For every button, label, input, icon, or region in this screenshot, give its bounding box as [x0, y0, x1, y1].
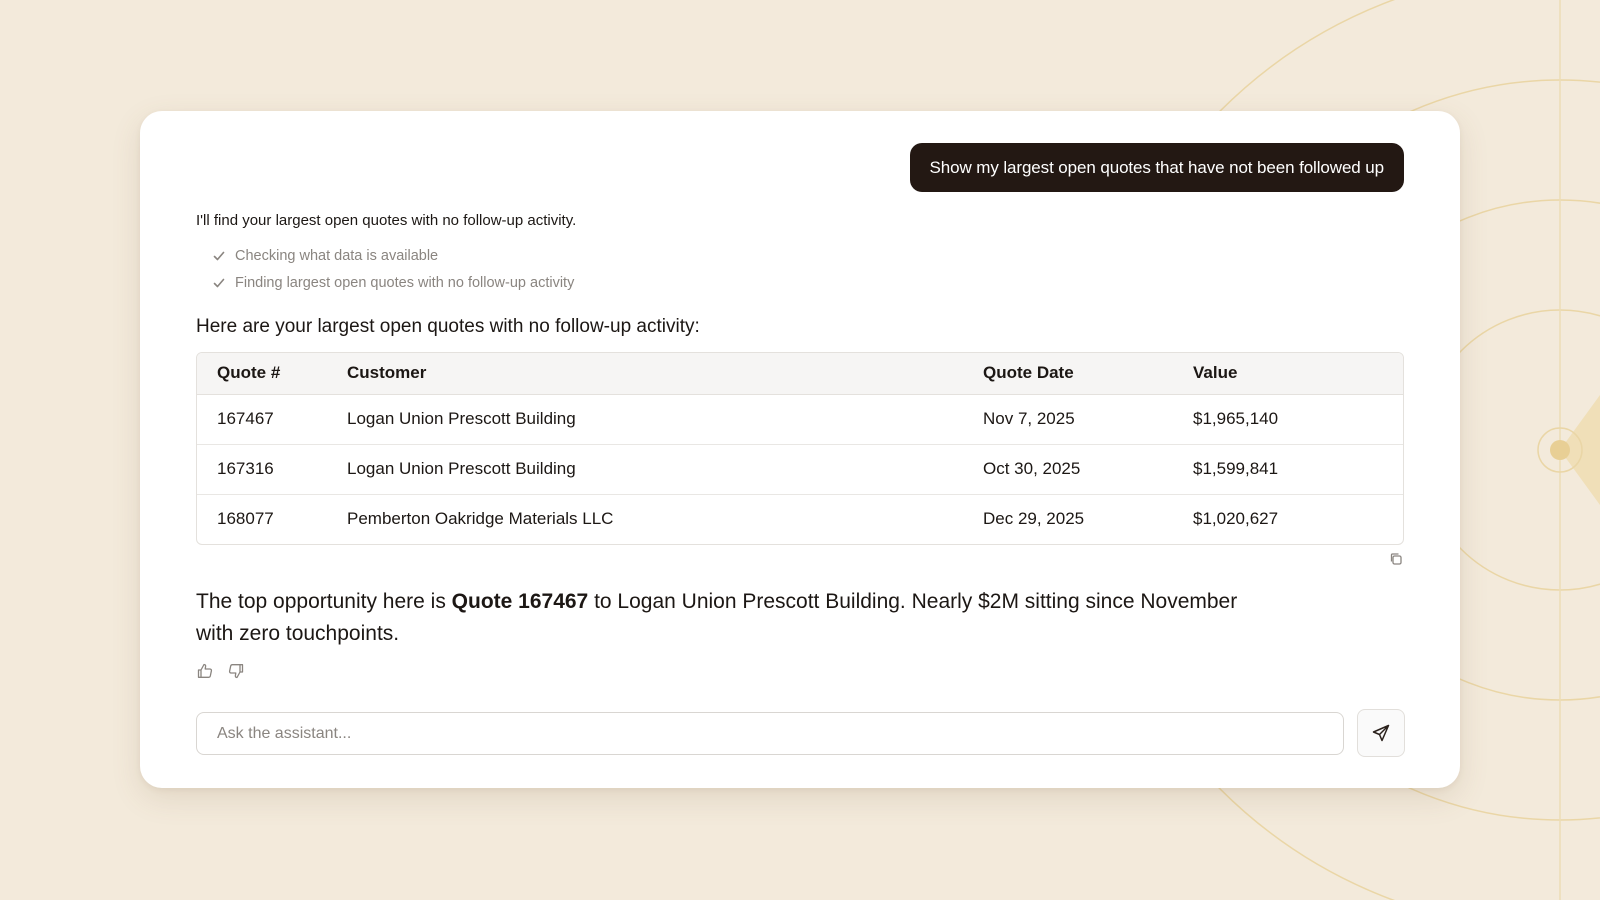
progress-step-label: Checking what data is available [235, 247, 439, 264]
summary-suffix: to Logan Union Prescott Building. Nearly $2M sitting since November with zero touchpoints. [196, 590, 1238, 645]
quotes-table [196, 352, 1404, 545]
cell-quote-number: 168077 [217, 509, 274, 529]
column-header-customer: Customer [347, 353, 983, 394]
results-heading: Here are your largest open quotes with no follow-up activity: [196, 316, 700, 337]
cell-customer: Logan Union Prescott Building [347, 459, 576, 478]
progress-step-label: Finding largest open quotes with no follow-up activity [235, 274, 575, 291]
column-header-quote-number: Quote # [197, 353, 347, 394]
table-row [197, 494, 1403, 544]
assistant-summary [196, 586, 1276, 650]
progress-steps [212, 242, 574, 296]
progress-step [212, 242, 574, 269]
summary-highlight: Quote 167467 [451, 590, 589, 613]
send-icon [1371, 723, 1391, 743]
thumbs-up-icon[interactable] [196, 662, 214, 680]
cell-value: $1,965,140 [1193, 409, 1279, 428]
table-row [197, 394, 1403, 444]
cell-customer: Logan Union Prescott Building [347, 409, 576, 428]
copy-icon[interactable] [1388, 551, 1404, 567]
cell-quote-date: Dec 29, 2025 [983, 509, 1085, 529]
chat-panel [140, 111, 1460, 788]
cell-customer: Pemberton Oakridge Materials LLC [347, 509, 614, 529]
cell-value: $1,020,627 [1193, 509, 1279, 529]
assistant-intro: I'll find your largest open quotes with no follow-up activity. [196, 212, 577, 229]
table-header-row [197, 353, 1403, 394]
send-button[interactable] [1357, 709, 1405, 757]
ask-assistant-input[interactable] [196, 712, 1344, 755]
cell-quote-date: Nov 7, 2025 [983, 409, 1075, 428]
cell-quote-date: Oct 30, 2025 [983, 459, 1081, 478]
user-message-text: Show my largest open quotes that have not been followed up [929, 157, 1384, 177]
thumbs-down-icon[interactable] [227, 662, 245, 680]
column-header-quote-date: Quote Date [983, 353, 1193, 394]
cell-quote-number: 167467 [217, 409, 274, 428]
check-icon [212, 249, 226, 263]
summary-prefix: The top opportunity here is [196, 590, 452, 613]
column-header-value: Value [1193, 353, 1403, 394]
cell-quote-number: 167316 [217, 459, 274, 478]
feedback-controls [196, 662, 245, 680]
table-row [197, 444, 1403, 494]
cell-value: $1,599,841 [1193, 459, 1279, 478]
check-icon [212, 276, 226, 290]
progress-step [212, 269, 574, 296]
user-message-bubble [910, 143, 1404, 192]
